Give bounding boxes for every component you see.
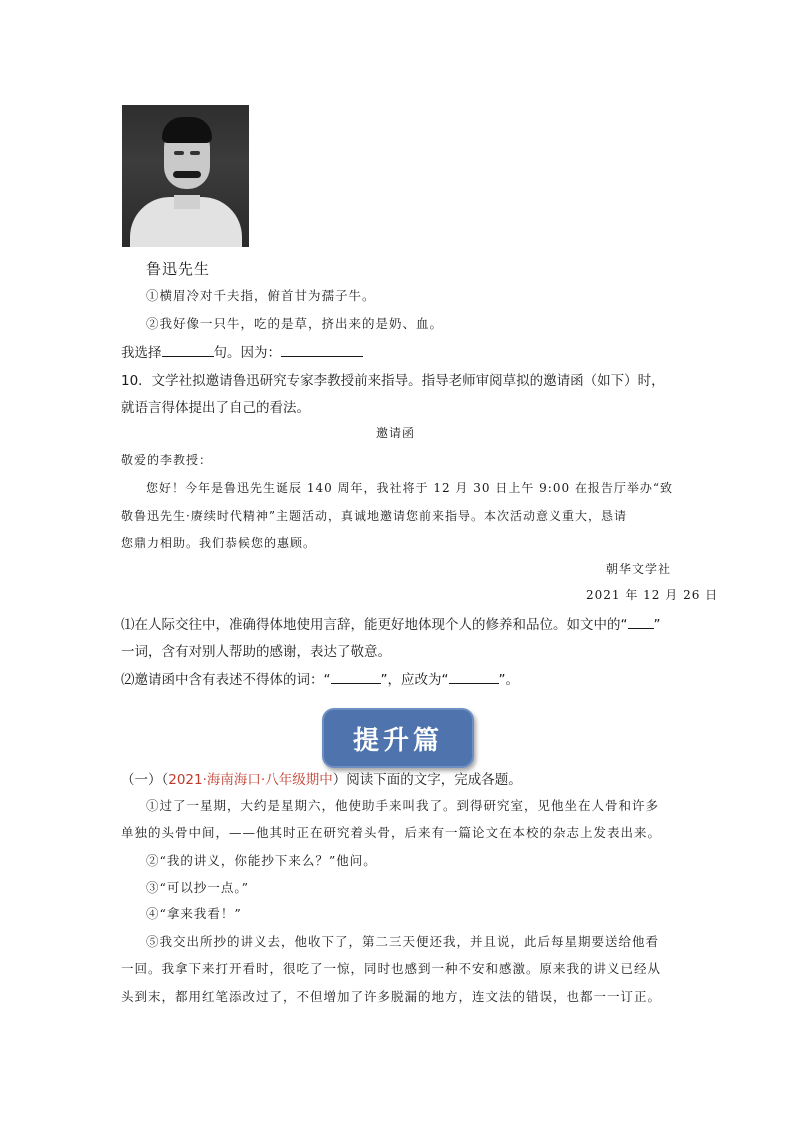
question-10-line1: 10．文学社拟邀请鲁迅研究专家李教授前来指导。指导老师审阅草拟的邀请函（如下）时， <box>121 373 665 389</box>
letter-salutation: 敬爱的李教授： <box>121 453 213 467</box>
passage-p2: ②“我的讲义，你能抄下来么？”他问。 <box>146 853 377 868</box>
passage-p5-line3: 头到末，都用红笔添改过了，不但增加了许多脱漏的地方，连文法的错误，也都一一订正。 <box>121 989 662 1004</box>
passage-source: 2021·海南海口·八年级期中 <box>168 772 333 788</box>
letter-body-3: 您鼎力相助。我们恭候您的惠顾。 <box>121 536 317 550</box>
sub-question-1-quote-close: ” <box>653 617 661 633</box>
question-10-line2: 就语言得体提出了自己的看法。 <box>121 400 310 416</box>
wrong-word-blank[interactable] <box>331 669 381 684</box>
passage-header <box>121 768 522 788</box>
sub-question-2-end: ”。 <box>498 672 519 688</box>
sub-question-1-line1 <box>121 613 661 633</box>
reason-blank[interactable] <box>281 342 363 357</box>
sub-question-2 <box>121 668 519 688</box>
passage-header-close: ）阅读下面的文字，完成各题。 <box>332 772 522 788</box>
passage-p5-line1: ⑤我交出所抄的讲义去，他收下了，第二三天便还我，并且说，此后每星期要送给他看 <box>146 934 660 949</box>
sub-question-1-blank[interactable] <box>628 614 654 629</box>
letter-signature: 朝华文学社 <box>606 562 672 576</box>
passage-p4: ④“拿来我看！” <box>146 906 242 921</box>
passage-p3: ③“可以抄一点。” <box>146 880 250 895</box>
letter-body-1: 您好！今年是鲁迅先生诞辰 140 周年，我社将于 12 月 30 日上午 9:00 在报告厅举办“致 <box>146 481 674 495</box>
letter-title: 邀请函 <box>376 426 416 440</box>
choice-line <box>121 341 363 361</box>
photo-caption: 鲁迅先生 <box>146 260 211 278</box>
quote-1: ①横眉冷对千夫指，俯首甘为孺子牛。 <box>146 288 376 303</box>
sub-question-1-text: ⑴在人际交往中，准确得体地使用言辞，能更好地体现个人的修养和品位。如文中的“ <box>121 617 628 633</box>
choice-middle: 句。因为： <box>213 345 281 361</box>
passage-header-open: （一）（ <box>121 772 169 788</box>
lu-xun-portrait <box>122 105 249 247</box>
section-badge: 提升篇 <box>322 708 474 768</box>
letter-date: 2021 年 12 月 26 日 <box>586 588 719 602</box>
passage-p1-line1: ①过了一星期，大约是星期六，他使助手来叫我了。到得研究室，见他坐在人骨和许多 <box>146 798 660 813</box>
sub-question-2-mid: ”，应改为“ <box>380 672 449 688</box>
choice-prefix: 我选择 <box>121 345 162 361</box>
quote-2: ②我好像一只牛，吃的是草，挤出来的是奶、血。 <box>146 316 444 331</box>
choice-blank[interactable] <box>162 342 214 357</box>
correction-blank[interactable] <box>449 669 499 684</box>
passage-p5-line2: 一回。我拿下来打开看时，很吃了一惊，同时也感到一种不安和感激。原来我的讲义已经从 <box>121 961 662 976</box>
passage-p1-line2: 单独的头骨中间，——他其时正在研究着头骨，后来有一篇论文在本校的杂志上发表出来。 <box>121 825 662 840</box>
sub-question-2-text: ⑵邀请函中含有表述不得体的词：“ <box>121 672 331 688</box>
sub-question-1-line2: 一词，含有对别人帮助的感谢，表达了敬意。 <box>121 644 391 660</box>
letter-body-2: 敬鲁迅先生·赓续时代精神”主题活动，真诚地邀请您前来指导。本次活动意义重大，恳请 <box>121 509 627 523</box>
